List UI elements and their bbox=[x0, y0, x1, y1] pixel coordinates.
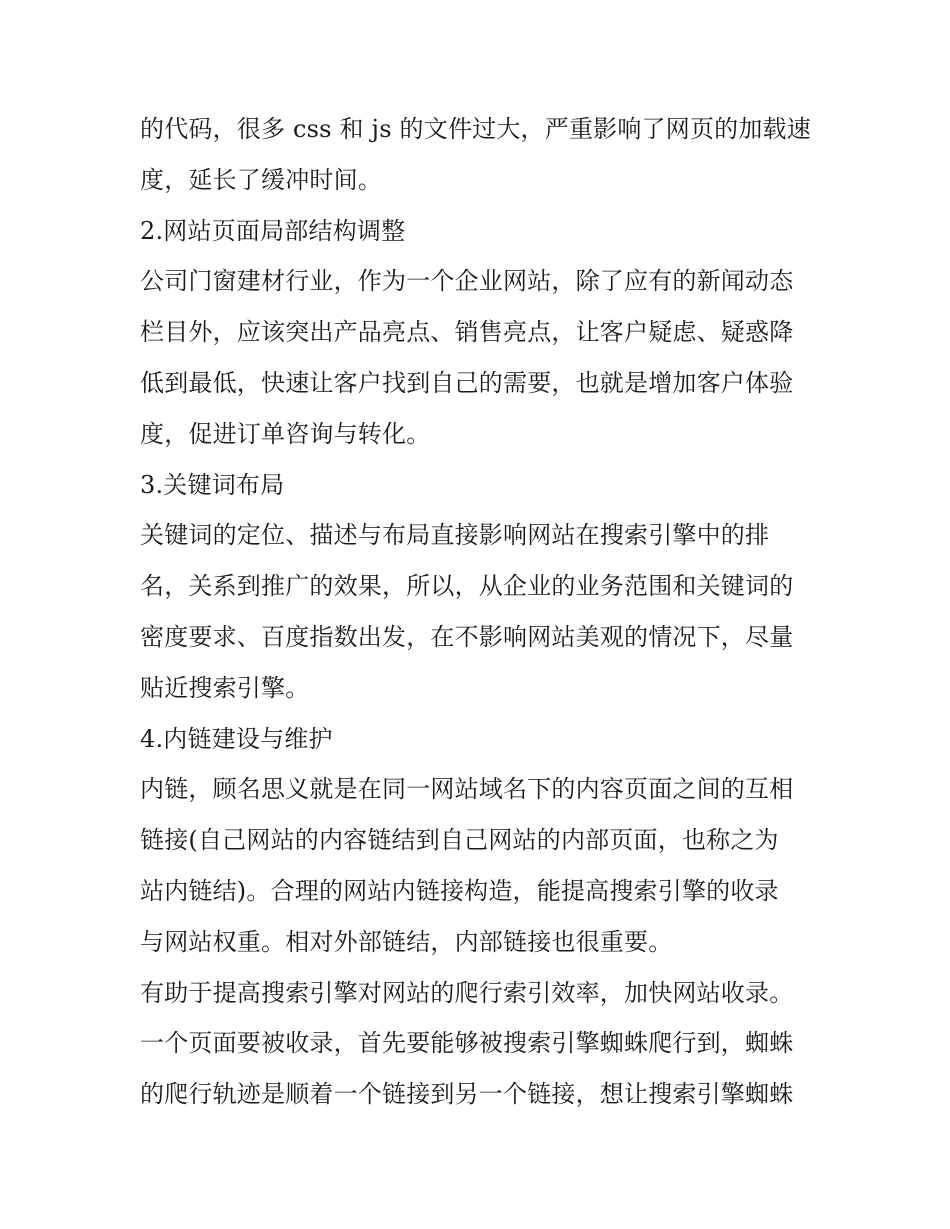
text-line: 有助于提高搜索引擎对网站的爬行索引效率，加快网站收录。 bbox=[140, 978, 794, 1007]
text-line: 密度要求、百度指数出发，在不影响网站美观的情况下，尽量 bbox=[140, 622, 794, 651]
text-line: 贴近搜索引擎。 bbox=[140, 673, 310, 702]
text-line: 链接(自己网站的内容链结到自己网站的内部页面，也称之为 bbox=[140, 826, 779, 855]
text-line: 度，延长了缓冲时间。 bbox=[140, 165, 382, 194]
text-line: 栏目外，应该突出产品亮点、销售亮点，让客户疑虑、疑惑降 bbox=[140, 318, 794, 347]
text-line: 与网站权重。相对外部链结，内部链接也很重要。 bbox=[140, 927, 673, 956]
document-body bbox=[140, 104, 820, 1120]
section-heading: 4.内链建设与维护 bbox=[140, 724, 333, 753]
text-line: 名，关系到推广的效果，所以，从企业的业务范围和关键词的 bbox=[140, 572, 794, 601]
text-line: 关键词的定位、描述与布局直接影响网站在搜索引擎中的排 bbox=[140, 521, 770, 550]
text-line: 站内链结)。合理的网站内链接构造，能提高搜索引擎的收录 bbox=[140, 876, 779, 905]
text-line: 低到最低，快速让客户找到自己的需要，也就是增加客户体验 bbox=[140, 368, 794, 397]
text-line: 的代码，很多 css 和 js 的文件过大，严重影响了网页的加载速 bbox=[140, 115, 811, 143]
text-line: 一个页面要被收录，首先要能够被搜索引擎蜘蛛爬行到，蜘蛛 bbox=[140, 1029, 794, 1058]
text-line: 度，促进订单咨询与转化。 bbox=[140, 419, 431, 448]
text-line: 的爬行轨迹是顺着一个链接到另一个链接，想让搜索引擎蜘蛛 bbox=[140, 1080, 794, 1109]
section-heading: 3.关键词布局 bbox=[140, 470, 285, 499]
text-line: 公司门窗建材行业，作为一个企业网站，除了应有的新闻动态 bbox=[140, 267, 794, 296]
text-line: 内链，顾名思义就是在同一网站域名下的内容页面之间的互相 bbox=[140, 775, 794, 804]
section-heading: 2.网站页面局部结构调整 bbox=[140, 216, 406, 245]
